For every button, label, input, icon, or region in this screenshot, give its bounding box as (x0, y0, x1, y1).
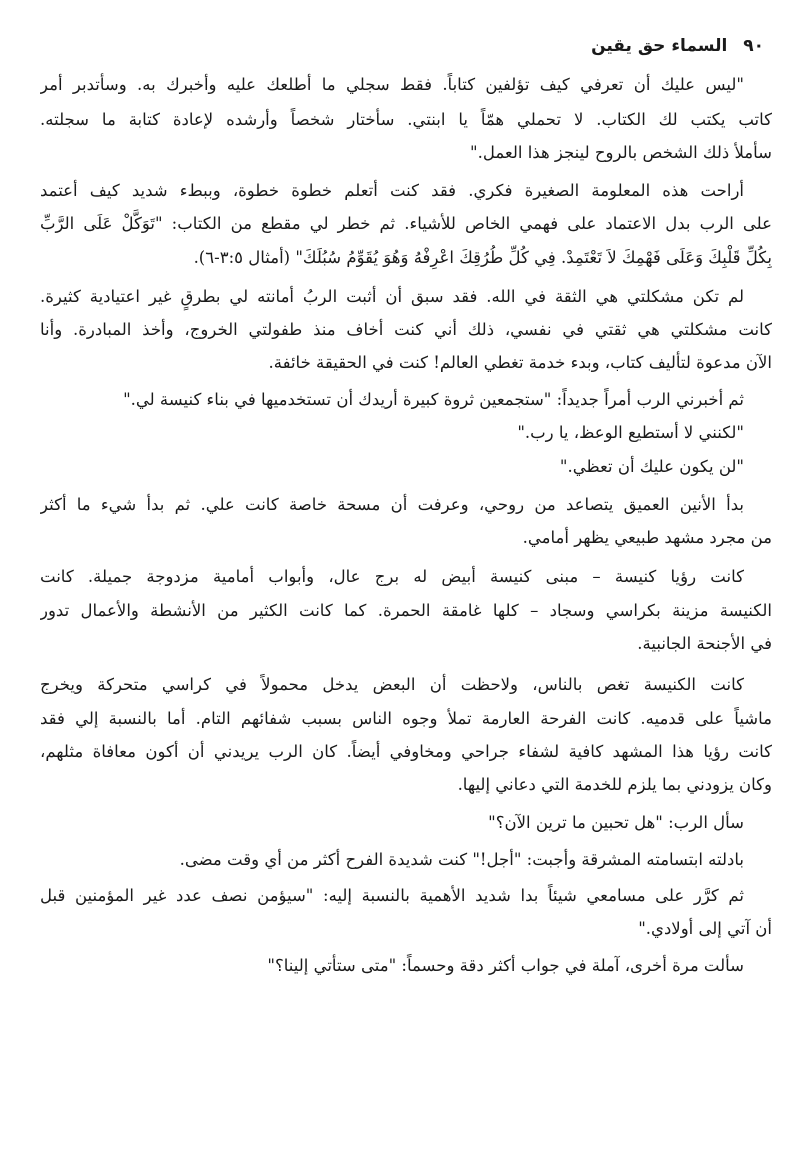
text-line: بدأ الأنين العميق يتصاعد من روحي، وعرفت أن مسحة خاصة كانت علي. ثم بدأ شيء ما أكثر (40, 495, 744, 514)
text-line: من مجرد مشهد طبيعي يظهر أمامي. (522, 528, 772, 547)
text-line: ماشياً على قدميه. كانت الفرحة العارمة تملأ وجوه الناس بسبب شفائهم التام. أما بالنسبة إلي فقد (40, 709, 772, 728)
text-line: سألت مرة أخرى، آملة في جواب أكثر دقة وحسماً: "متى ستأتي إلينا؟" (267, 956, 744, 975)
text-line: في الأجنحة الجانبية. (637, 634, 772, 653)
text-line: الآن مدعوة لتأليف كتاب، وبدء خدمة تغطي العالم! كنت في الحقيقة خائفة. (268, 353, 772, 372)
page-header (591, 36, 764, 56)
text-line: على الرب بدل الاعتماد على فهمي الخاص للأشياء. ثم خطر لي مقطع من الكتاب: "تَوَكَّلْ عَلَى الرَّبِّ (40, 214, 772, 233)
text-line: أن آتي إلى أولادي." (638, 919, 772, 938)
text-line: كانت رؤيا كنيسة – مبنى كنيسة أبيض له برج عال، وأبواب أمامية مزدوجة جميلة. كانت (40, 567, 744, 586)
text-line: بِكُلِّ قَلْبِكَ وَعَلَى فَهْمِكَ لاَ تَعْتَمِدْ. فِي كُلِّ طُرُقِكَ اعْرِفْهُ وَهُوَ يُقَوِّمُ سُبُلَكَ" (أمثال ٣:٥-٦). (193, 248, 772, 267)
text-line: سأل الرب: "هل تحبين ما ترين الآن؟" (488, 813, 744, 832)
text-line: لم تكن مشكلتي هي الثقة في الله. فقد سبق أن أثبت الربُ أمانته لي بطرقٍ غير اعتيادية كثيرة. (40, 287, 744, 306)
book-title: السماء حق يقين (591, 36, 728, 56)
text-line: كانت الكنيسة تغص بالناس، ولاحظت أن البعض يدخل محمولاً في كراسي متحركة ويخرج (40, 675, 744, 694)
text-line: الكنيسة مزينة بكراسي وسجاد – كلها غامقة الحمرة. كما كانت الكثير من الأنشطة والأعمال تدور (40, 601, 772, 620)
text-line: كانت رؤيا هذا المشهد كافية لشفاء جراحي ومخاوفي أيضاً. كان الرب يريدني أن أكون معافاة مثلهم، (40, 742, 772, 761)
text-line: كانت مشكلتي هي ثقتي في نفسي، ذلك أني كنت أخاف منذ طفولتي الخروج، وأخذ المبادرة. وأنا (40, 320, 772, 339)
text-line: "لن يكون عليك أن تعظي." (559, 457, 744, 476)
text-line: "ليس عليك أن تعرفي كيف تؤلفين كتاباً. فقط سجلي ما أطلعك عليه وأخبرك به. وسأتدبر أمر (40, 75, 744, 94)
text-line: بادلته ابتسامته المشرقة وأجبت: "أجل!" كنت شديدة الفرح أكثر من أي وقت مضى. (179, 850, 744, 869)
text-line: "لكنني لا أستطيع الوعظ، يا رب." (517, 423, 744, 442)
book-page (40, 0, 772, 1151)
text-line: كاتب يكتب لك الكتاب. لا تحملي همّاً يا ابنتي. سأختار شخصاً وأرشده لإعادة كتابة ما سجلته. (40, 110, 772, 129)
text-line: وكان يزودني بما يلزم للخدمة التي دعاني إليها. (457, 775, 772, 794)
text-line: سأملأ ذلك الشخص بالروح لينجز هذا العمل." (470, 143, 772, 162)
page-number: ٩٠ (743, 36, 764, 56)
text-line: ثم كرَّر على مسامعي شيئاً بدا شديد الأهمية بالنسبة إليه: "سيؤمن نصف عدد غير المؤمنين قبل (40, 886, 744, 905)
text-line: أراحت هذه المعلومة الصغيرة فكري. فقد كنت أتعلم خطوة خطوة، وببطء شديد كيف أعتمد (40, 181, 744, 200)
text-line: ثم أخبرني الرب أمراً جديداً: "ستجمعين ثروة كبيرة أريدك أن تستخدميها في بناء كنيسة لي." (123, 390, 744, 409)
